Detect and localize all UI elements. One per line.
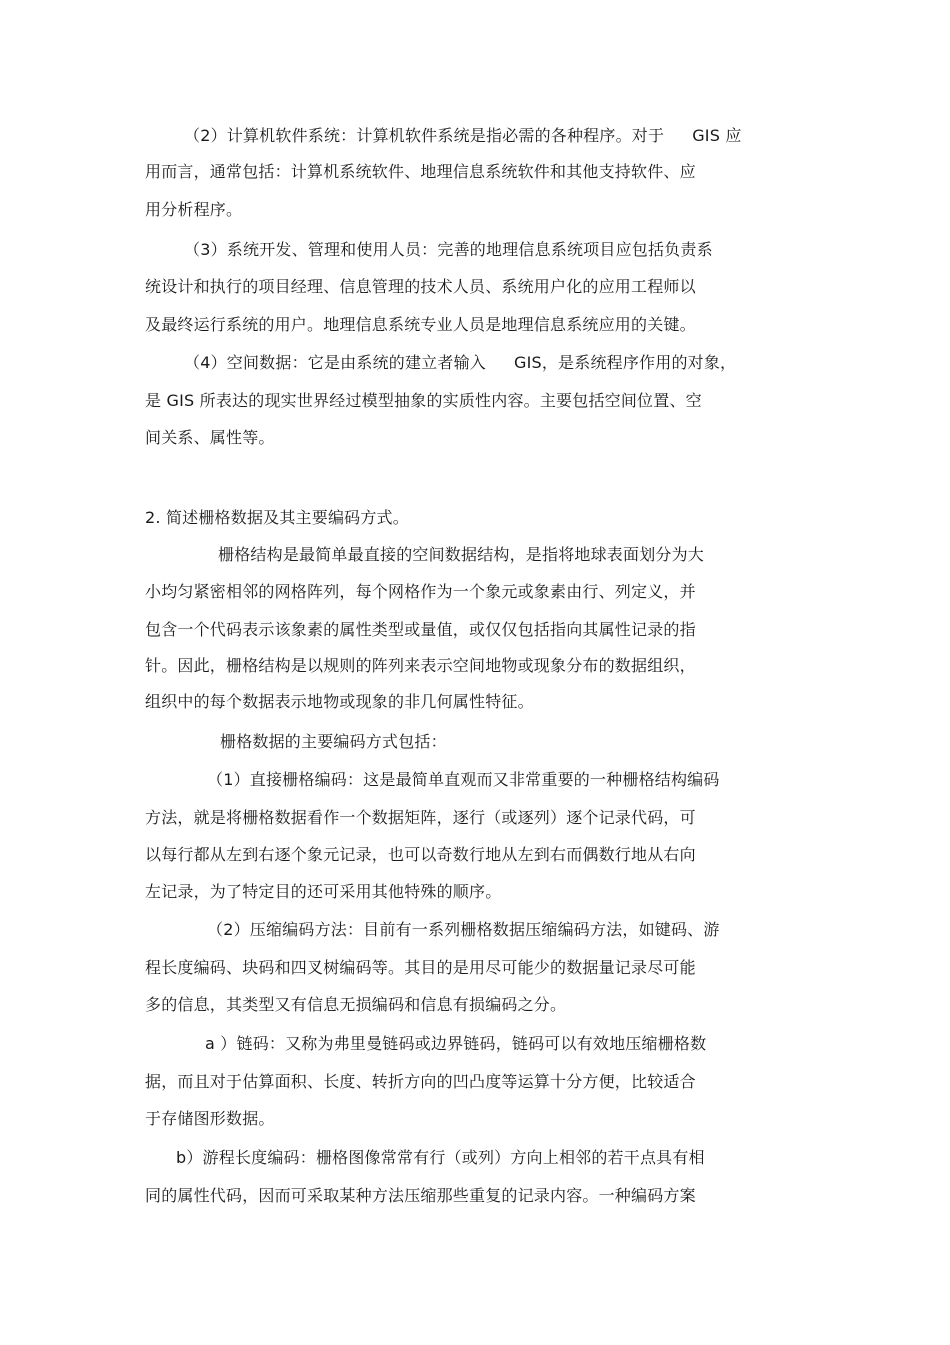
paragraph-direct-encoding-line-2: 方法，就是将栅格数据看作一个数据矩阵，逐行（或逐列）逐个记录代码，可 — [145, 808, 696, 827]
paragraph-raster-structure-line-5: 组织中的每个数据表示地物或现象的非几何属性特征。 — [145, 692, 534, 711]
paragraph-spatial-data-line-2: 是 GIS 所表达的现实世界经过模型抽象的实质性内容。主要包括空间位置、空 — [145, 391, 702, 410]
paragraph-raster-structure-line-2: 小均匀紧密相邻的网格阵列，每个网格作为一个象元或象素由行、列定义，并 — [145, 582, 696, 601]
paragraph-chain-code-line-3: 于存储图形数据。 — [145, 1109, 275, 1128]
paragraph-spatial-data-line-1-gis: GIS，是系统程序作用的对象， — [513, 353, 737, 372]
paragraph-compression-line-2: 程长度编码、块码和四叉树编码等。其目的是用尽可能少的数据量记录尽可能 — [145, 958, 696, 977]
paragraph-encoding-intro: 栅格数据的主要编码方式包括： — [220, 732, 447, 751]
paragraph-software-line-2: 用而言，通常包括：计算机系统软件、地理信息系统软件和其他支持软件、应 — [145, 162, 696, 181]
paragraph-run-length-line-2: 同的属性代码，因而可采取某种方法压缩那些重复的记录内容。一种编码方案 — [145, 1186, 696, 1205]
paragraph-compression-line-1: （2）压缩编码方法：目前有一系列栅格数据压缩编码方法，如键码、游 — [207, 920, 720, 939]
paragraph-raster-structure-line-1: 栅格结构是最简单最直接的空间数据结构，是指将地球表面划分为大 — [218, 545, 705, 564]
paragraph-direct-encoding-line-1: （1）直接栅格编码：这是最简单直观而又非常重要的一种栅格结构编码 — [207, 770, 720, 789]
paragraph-direct-encoding-line-4: 左记录，为了特定目的还可采用其他特殊的顺序。 — [145, 882, 502, 901]
paragraph-personnel-line-2: 统设计和执行的项目经理、信息管理的技术人员、系统用户化的应用工程师以 — [145, 277, 696, 296]
question-2-heading: 2. 简述栅格数据及其主要编码方式。 — [145, 508, 409, 527]
paragraph-raster-structure-line-4: 针。因此，栅格结构是以规则的阵列来表示空间地物或现象分布的数据组织， — [145, 656, 696, 675]
paragraph-compression-line-3: 多的信息，其类型又有信息无损编码和信息有损编码之分。 — [145, 995, 567, 1014]
paragraph-personnel-line-1: （3）系统开发、管理和使用人员：完善的地理信息系统项目应包括负责系 — [184, 240, 713, 259]
paragraph-chain-code-line-1: a ）链码：又称为弗里曼链码或边界链码，链码可以有效地压缩栅格数 — [205, 1034, 707, 1053]
paragraph-spatial-data-line-3: 间关系、属性等。 — [145, 428, 275, 447]
paragraph-raster-structure-line-3: 包含一个代码表示该象素的属性类型或量值，或仅仅包括指向其属性记录的指 — [145, 620, 696, 639]
paragraph-software-line-1 — [184, 126, 742, 146]
paragraph-spatial-data-line-1 — [184, 353, 736, 373]
paragraph-software-line-3: 用分析程序。 — [145, 200, 243, 219]
paragraph-run-length-line-1: b）游程长度编码：栅格图像常常有行（或列）方向上相邻的若干点具有相 — [176, 1148, 705, 1167]
paragraph-software-line-1-text: （2）计算机软件系统：计算机软件系统是指必需的各种程序。对于 — [184, 126, 665, 145]
paragraph-personnel-line-3: 及最终运行系统的用户。地理信息系统专业人员是地理信息系统应用的关键。 — [145, 315, 696, 334]
paragraph-software-line-1-gis: GIS 应 — [692, 126, 742, 145]
paragraph-direct-encoding-line-3: 以每行都从左到右逐个象元记录，也可以奇数行地从左到右而偶数行地从右向 — [145, 845, 696, 864]
paragraph-spatial-data-line-1-text: （4）空间数据：它是由系统的建立者输入 — [184, 353, 486, 372]
paragraph-chain-code-line-2: 据，而且对于估算面积、长度、转折方向的凹凸度等运算十分方便，比较适合 — [145, 1072, 696, 1091]
